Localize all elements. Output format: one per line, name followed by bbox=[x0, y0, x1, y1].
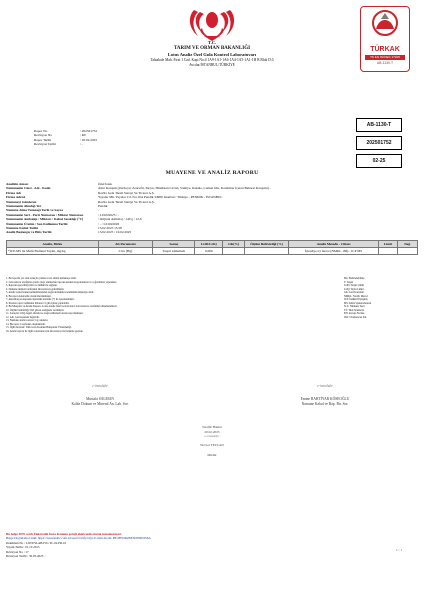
field-row: Firma Adı Ravlia Gıda Tarım Sanayi Ve Ticaret A.Ş. bbox=[6, 190, 155, 195]
note-item: 6. Bu rapor elektronik olarak imzalanmıştır. bbox=[6, 294, 52, 298]
table-header: Limit bbox=[378, 241, 398, 248]
publish-date: Yayım Tarihi : 01.12.2015 bbox=[6, 545, 40, 550]
signature-note: e-imzalıdır bbox=[92, 384, 108, 388]
table-header: GK(%) bbox=[223, 241, 245, 248]
table-header: Analiz, Birim bbox=[7, 241, 99, 248]
abbreviation-item: ISO: Uluslararası Std. bbox=[344, 315, 367, 319]
results-table bbox=[6, 240, 418, 255]
signature-name: Mustafa SALMAN bbox=[86, 397, 114, 401]
turkak-emblem-icon bbox=[361, 7, 409, 41]
turkak-code: AB-1130-T bbox=[376, 61, 394, 65]
header-address2: Avcılar/İSTANBUL/TÜRKİYE bbox=[189, 62, 235, 67]
table-header: LOD/LOQ bbox=[195, 241, 223, 248]
table-cell: *ICP-MS ile Multi Element Tayini, mg/kg bbox=[7, 248, 99, 255]
abbreviation-item: GK: Geri Kazanım bbox=[344, 291, 364, 294]
field-row: Numunenin Seri - Parti Numarası / Miktar Numarası : L01022025 / - bbox=[6, 212, 120, 217]
field-row: Numunenin Üretim / Son Kullanma Tarihi : - / L01022026 bbox=[6, 221, 120, 226]
table-row bbox=[7, 248, 418, 255]
turkak-standard: TS EN ISO/IEC 17025 bbox=[365, 55, 405, 60]
revision-date: Revizyon Tarihi : 30.05.2023 bbox=[6, 554, 44, 559]
abbreviation-item: EN: Avrupa Normu bbox=[344, 312, 365, 315]
abbreviation-item: TS: Türk Standardı bbox=[344, 308, 364, 312]
note-item: 15. İlgili mevzuat: Türk Gıda Kodeksi Bulaşanlar Yönetmeliği. bbox=[6, 326, 72, 329]
ministry-logo bbox=[186, 6, 238, 42]
field-row: Firma Adresi Yayalar Mh. Yayalar Cd. No:10A Pendik 34909 İstanbul / Türkiye - PENDİK - İSTANBUL bbox=[6, 195, 223, 200]
table-header-row bbox=[7, 241, 418, 248]
field-row: Numunenin Alındığı Yer Pendik bbox=[6, 204, 108, 209]
table-header: Sonuç bbox=[153, 241, 195, 248]
abbreviations-list bbox=[344, 277, 418, 319]
meta-row: Revizyon No : R0 bbox=[34, 133, 86, 138]
field-row: Numunenin Cinsi - Adı - Kodu Altın Karışım (Zerdeçal, Zencefil, Tarçın, Hindistan Cevizi, Vanilya, Kakule, Çemen Otu, Karabiber İçeren Baharat Karışımı) - bbox=[6, 186, 271, 191]
revision-number: Revizyon No : 17 bbox=[6, 549, 29, 554]
table-cell bbox=[244, 248, 288, 255]
note-item: 8. İtirazlar rapor tarihinden itibaren 15 gün içinde yapılabilir. bbox=[6, 301, 70, 305]
verification-link[interactable]: Belge Doğrulama Linki: https://lotusanaliz.com.tr/report/verify/ebys E-imza Kodu: BE4FEDD2BE5DF8D5056A bbox=[6, 536, 151, 541]
notes-list bbox=[6, 277, 336, 333]
header-address1: Tahtakale Mah. Fırat 1 Cad. Kapı No:4 1A9-1A1-1A6-1A4-1A5-1A1-1H B Blok D:5 bbox=[150, 58, 274, 62]
signature-name: Emine BAHTİYAR KÖSEOĞLU bbox=[300, 397, 350, 401]
abbreviation-item: NMKL: Nordic Metod bbox=[344, 294, 368, 298]
e-signature-notice: Bu belge 5070 sayılı Elektronik İmza Kanunu gereği elektronik olarak imzalanmıştır. bbox=[6, 532, 122, 536]
note-item: 10. Ölçüm belirsizliği %95 güven aralığında verilmiştir. bbox=[6, 308, 65, 312]
table-header: Analiz Metodu - Cihazı bbox=[289, 241, 379, 248]
note-item: 4. Numune müşteri tarafından laboratuvara getirilmiştir. bbox=[6, 287, 65, 291]
sample-fields bbox=[6, 182, 418, 235]
note-item: 14. Bu rapor 2 sayfadan oluşmaktadır. bbox=[6, 322, 46, 326]
footer bbox=[6, 532, 418, 558]
signature-name: Nevzat TEZCAN bbox=[200, 442, 224, 447]
report-meta bbox=[34, 129, 174, 147]
abbreviation-item: N.T.: Nümune Testi bbox=[344, 305, 365, 308]
abbreviation-item: BG: Belirlenebilme bbox=[344, 277, 365, 280]
note-item: 13. Numune analiz sonrası 3 ay saklanır. bbox=[6, 319, 49, 322]
note-item: 16. Analiz raporu ile ilgili sorularınız için laboratuvar ile iletişime geçiniz. bbox=[6, 329, 84, 333]
header-ministry: TARIM VE ORMAN BAKANLIĞI bbox=[173, 46, 251, 51]
note-item: 2. Laboratuvar tarafından yazılı onayı alınmadan raporun kısmen kopyalanması ve çoğaltılması yapılamaz. bbox=[6, 280, 117, 284]
turkak-title: TÜRKAK bbox=[370, 46, 400, 53]
field-row: Numuneyi Gönderen Ravlia Gıda Tarım Sanayi Ve Ticaret A.Ş. bbox=[6, 199, 155, 204]
table-cell: İçtenliye içi metot (NMKL 186) - ICP MS bbox=[289, 248, 379, 255]
signature-title: Kalite Dokum ve Mineral An. Lab. Sor. bbox=[71, 402, 129, 406]
table-cell: Tespit edilemedi bbox=[153, 248, 195, 255]
meta-row: Rapor No : 202501752 bbox=[34, 129, 98, 133]
abbreviation-item: ICP: İndüktif Eşleşmiş bbox=[344, 298, 368, 301]
table-cell bbox=[378, 248, 398, 255]
note-item: 3. Raporun geçerliliği imza ve mühür ile sağlanır. bbox=[6, 284, 58, 287]
accreditation-box-1: AB-1130-T bbox=[356, 118, 402, 132]
report-title: MUAYENE VE ANALİZ RAPORU bbox=[165, 170, 259, 176]
abbreviation-item: MS: Kütle Spektrometresi bbox=[344, 301, 372, 305]
document-number: Doküman No : LOTUSLAB.F.01.TL.02.PR.16 bbox=[6, 540, 67, 545]
abbreviation-item: LOD: Tespit Limiti bbox=[344, 284, 365, 287]
signature-note: e-imzalıdır bbox=[317, 384, 333, 388]
signature-title: Numune Kabul ve Rap. Bir. Sor. bbox=[301, 402, 349, 406]
note-item: 11. Sonuçlar LOQ değeri altında ise tespit edilemedi olarak raporlanmıştır. bbox=[6, 312, 84, 315]
signature-left bbox=[40, 384, 160, 407]
table-header: Ölçüm Belirsizliği (%) bbox=[244, 241, 288, 248]
turkak-logo bbox=[360, 6, 410, 72]
meta-row: Revizyon Tarihi : - bbox=[34, 142, 83, 147]
signature-approval-note: Tarafik Hamur bbox=[201, 425, 222, 429]
signature-note: e-imzalıdır bbox=[204, 434, 220, 439]
note-item: 5. Analiz sonuçlarının kullanılmasından doğacak hukuki sorumluluk müşteriye aittir. bbox=[6, 291, 94, 294]
table-cell: 0,006 bbox=[195, 248, 223, 255]
table-cell: Civa (Hg) bbox=[98, 248, 153, 255]
abbreviation-item: T: Tespit bbox=[344, 280, 354, 284]
note-item: 12. GK: Geri kazanım değeridir. bbox=[6, 315, 40, 319]
table-header: Değ. bbox=[398, 241, 418, 248]
note-item: 1. Bu raporda yer alan sonuçlar yalnızca test edilen numuneye aittir. bbox=[6, 277, 77, 280]
note-item: 7. Akreditasyon kapsamı dışındaki analizler (*) ile işaretlenmiştir. bbox=[6, 298, 75, 301]
table-cell bbox=[223, 248, 245, 255]
page-number: 1 / 1 bbox=[396, 548, 403, 552]
field-row: Numune Alma Tutanağı Tarih ve Sayısı - bbox=[6, 208, 100, 213]
period-box: 02-25 bbox=[356, 154, 402, 168]
field-row: Numunenin Ambalajı / Miktarı / Kabul Sıcaklığı (°C) : Orijinal Ambalaj / 140 g / 12,6 bbox=[6, 217, 142, 222]
note-item: 9. Bu Muayene ve Analiz Raporu, Lotus Analiz Özel Gıda Kontrol Laboratuvarı tarafından düzenlenmiştir. bbox=[6, 305, 118, 308]
field-row: Analiz Başlangıç ve Bitiş Tarihi 13.02.2025 / 19.02.2025 bbox=[6, 230, 132, 235]
signature-right bbox=[260, 384, 390, 407]
header-lab: Lotus Analiz Özel Gıda Kontrol Laboratuvarı bbox=[167, 52, 257, 57]
field-row: Analizin Amacı Özel İstek bbox=[6, 182, 112, 186]
header-tc: T.C. bbox=[207, 40, 217, 45]
signature-title: Müdür bbox=[207, 453, 217, 458]
field-row: Numune Kabul Tarihi 13.02.2025 15:58 bbox=[6, 226, 122, 231]
report-number-box: 202501752 bbox=[356, 136, 402, 150]
signature-center bbox=[152, 425, 272, 458]
abbreviation-item: LOQ: Tayin Limiti bbox=[344, 287, 364, 291]
table-cell bbox=[398, 248, 418, 255]
meta-row: Rapor Tarihi : 20.02.2025 bbox=[34, 137, 98, 142]
table-header: Alt Parametre bbox=[98, 241, 153, 248]
signature-date: 20.02.2025 bbox=[204, 429, 220, 434]
